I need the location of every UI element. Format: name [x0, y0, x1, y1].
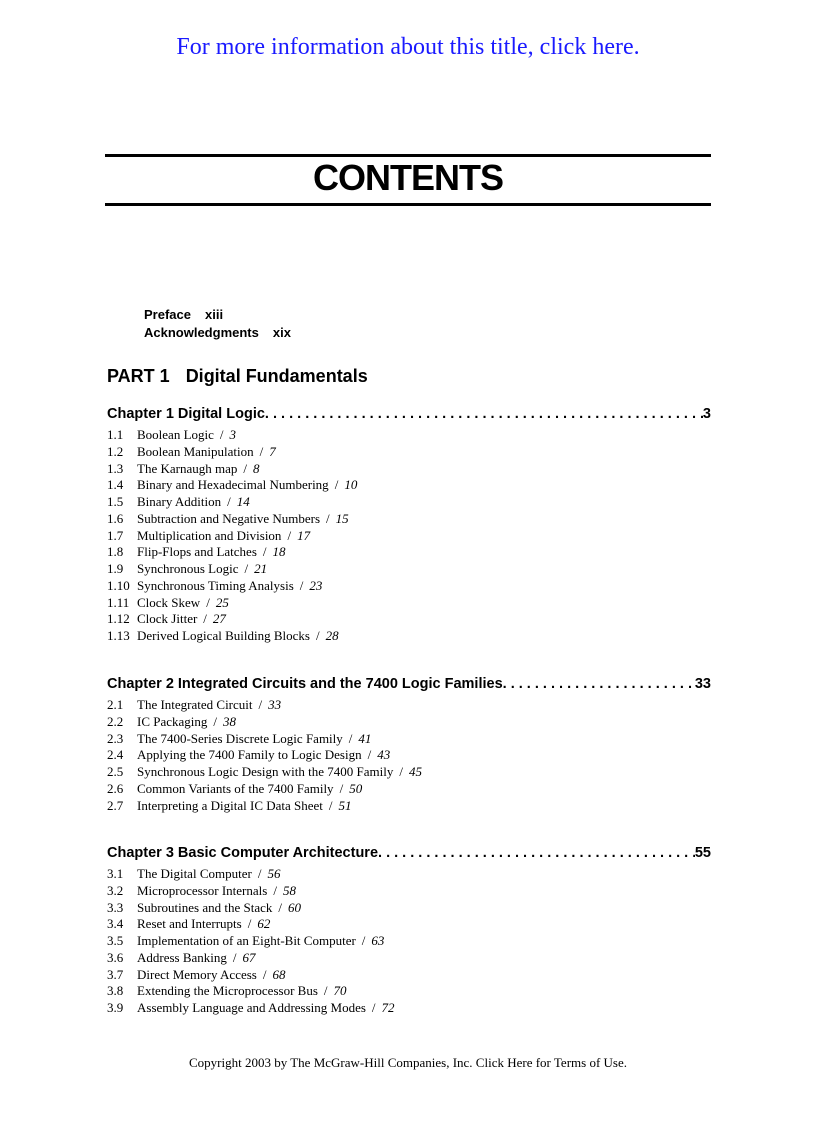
section-number: 2.2: [107, 713, 124, 729]
front-matter-page: xix: [272, 325, 291, 340]
section-title: Interpreting a Digital IC Data Sheet: [137, 797, 323, 813]
section-page: 41: [358, 730, 372, 746]
separator: /: [326, 510, 330, 526]
separator: /: [371, 1000, 376, 1015]
section-page: 8: [252, 460, 260, 476]
section-number: 2.1: [107, 697, 124, 712]
section-entry[interactable]: [107, 714, 422, 731]
section-page: 33: [268, 697, 282, 712]
section-number: 2.6: [107, 780, 124, 796]
section-entry[interactable]: [107, 883, 395, 900]
section-number: 1.8: [107, 544, 124, 560]
section-title: Clock Skew: [137, 594, 201, 610]
section-title: Address Banking: [137, 949, 227, 965]
section-title: Extending the Microprocessor Bus: [137, 983, 318, 999]
separator: /: [219, 427, 224, 442]
section-entry[interactable]: [107, 731, 422, 748]
section-entry[interactable]: [107, 561, 357, 578]
section-entry[interactable]: [107, 578, 357, 595]
section-entry[interactable]: [107, 528, 357, 545]
separator: /: [257, 866, 262, 881]
chapter-heading[interactable]: [107, 676, 711, 692]
section-page: 51: [338, 797, 352, 813]
section-page: 14: [236, 494, 250, 509]
separator: /: [339, 780, 344, 796]
section-entry[interactable]: [107, 697, 422, 714]
section-number: 1.4: [107, 477, 124, 493]
section-title: Direct Memory Access: [137, 966, 257, 982]
separator: /: [206, 594, 210, 610]
section-page: 18: [272, 544, 286, 560]
section-number: 1.6: [107, 510, 124, 526]
section-title: Boolean Logic: [137, 427, 214, 442]
section-number: 1.10: [107, 577, 130, 593]
separator: /: [361, 933, 366, 948]
section-title: Implementation of an Eight-Bit Computer: [137, 933, 356, 948]
section-number: 3.5: [107, 933, 124, 948]
dot-leader: [378, 845, 695, 861]
section-number: 2.4: [107, 747, 124, 763]
section-number: 3.2: [107, 882, 124, 898]
separator: /: [328, 797, 333, 813]
separator: /: [262, 966, 267, 982]
section-number: 3.1: [107, 866, 124, 881]
section-number: 3.4: [107, 916, 124, 932]
section-number: 3.9: [107, 1000, 124, 1015]
section-page: 50: [349, 780, 363, 796]
section-number: 1.2: [107, 443, 124, 459]
separator: /: [258, 697, 263, 712]
separator: /: [315, 628, 320, 643]
front-matter-page: xiii: [204, 307, 224, 322]
section-title: Synchronous Logic Design with the 7400 Family: [137, 764, 394, 779]
section-title: Reset and Interrupts: [137, 916, 242, 932]
section-page: 25: [215, 594, 229, 610]
dot-leader: [265, 406, 703, 422]
section-page: 62: [257, 916, 271, 932]
section-title: Multiplication and Division: [137, 527, 282, 543]
part-label: PART 1: [107, 366, 170, 386]
section-number: 1.7: [107, 527, 124, 543]
chapter-page: 3: [702, 406, 711, 422]
section-page: 3: [229, 427, 237, 442]
section-title: Subtraction and Negative Numbers: [137, 510, 321, 526]
section-page: 7: [269, 443, 276, 459]
section-number: 3.7: [107, 966, 124, 982]
section-title: Binary and Hexadecimal Numbering: [137, 477, 329, 493]
section-page: 28: [325, 628, 339, 643]
section-title: Subroutines and the Stack: [137, 899, 273, 915]
separator: /: [348, 730, 353, 746]
section-entry[interactable]: [107, 866, 395, 883]
section-page: 23: [309, 577, 323, 593]
section-page: 45: [409, 764, 422, 779]
section-page: 68: [272, 966, 286, 982]
page-title: CONTENTS: [313, 157, 503, 198]
separator: /: [213, 713, 218, 729]
section-title: The 7400-Series Discrete Logic Family: [137, 730, 343, 746]
section-number: 1.1: [107, 427, 124, 442]
section-entry[interactable]: [107, 427, 357, 444]
section-page: 17: [297, 527, 311, 543]
section-title: Clock Jitter: [137, 611, 198, 627]
section-page: 43: [377, 747, 391, 763]
section-page: 21: [254, 561, 268, 576]
separator: /: [287, 527, 292, 543]
section-list: [107, 697, 422, 814]
section-number: 1.9: [107, 561, 124, 576]
section-page: 58: [282, 882, 296, 898]
separator: /: [243, 460, 247, 476]
section-list: [107, 866, 395, 1017]
section-entry[interactable]: [107, 747, 422, 764]
section-number: 1.5: [107, 494, 124, 509]
section-entry[interactable]: [107, 1000, 395, 1017]
separator: /: [259, 443, 264, 459]
section-entry[interactable]: [107, 900, 395, 917]
section-number: 2.3: [107, 730, 124, 746]
section-entry[interactable]: [107, 764, 422, 781]
separator: /: [273, 882, 277, 898]
section-entry[interactable]: [107, 933, 395, 950]
section-entry[interactable]: [107, 477, 357, 494]
section-entry[interactable]: [107, 967, 395, 984]
section-page: 27: [212, 611, 226, 627]
front-matter-acknowledgments[interactable]: [144, 325, 291, 340]
section-page: 56: [267, 866, 281, 881]
front-matter-preface[interactable]: [144, 307, 223, 322]
section-page: 72: [381, 1000, 395, 1015]
section-number: 1.11: [107, 594, 130, 610]
section-entry[interactable]: [107, 916, 395, 933]
section-page: 38: [223, 713, 237, 729]
separator: /: [278, 899, 283, 915]
bottom-rule: [105, 203, 711, 206]
section-entry[interactable]: [107, 611, 357, 628]
section-page: 60: [288, 899, 302, 915]
dot-leader: [503, 676, 695, 692]
front-matter-label: Acknowledgments: [144, 325, 259, 340]
separator: /: [262, 544, 267, 560]
section-number: 2.7: [107, 797, 124, 813]
section-entry[interactable]: [107, 983, 395, 1000]
chapter-heading[interactable]: [107, 406, 711, 422]
section-entry[interactable]: [107, 444, 357, 461]
separator: /: [399, 764, 403, 779]
section-number: 3.8: [107, 983, 124, 999]
section-title: Boolean Manipulation: [137, 443, 254, 459]
chapter-page: 55: [694, 845, 711, 861]
section-title: The Integrated Circuit: [137, 697, 253, 712]
copyright-notice[interactable]: Copyright 2003 by The McGraw-Hill Companies, Inc. Click Here for Terms of Use.: [189, 1055, 627, 1070]
section-title: Microprocessor Internals: [137, 882, 268, 898]
section-page: 10: [344, 477, 358, 493]
section-title: Binary Addition: [137, 494, 222, 509]
chapter-title: Chapter 3 Basic Computer Architecture: [107, 845, 379, 861]
section-entry[interactable]: [107, 781, 422, 798]
section-title: The Karnaugh map: [137, 460, 238, 476]
section-entry[interactable]: [107, 494, 357, 511]
section-number: 2.5: [107, 764, 124, 779]
separator: /: [367, 747, 372, 763]
section-number: 3.3: [107, 899, 124, 915]
separator: /: [232, 949, 237, 965]
section-number: 1.12: [107, 611, 130, 627]
part-title: Digital Fundamentals: [185, 366, 368, 386]
more-information-link[interactable]: For more information about this title, click here.: [176, 34, 640, 60]
section-title: Flip-Flops and Latches: [137, 544, 257, 560]
section-entry[interactable]: [107, 950, 395, 967]
separator: /: [299, 577, 304, 593]
section-title: Applying the 7400 Family to Logic Design: [137, 747, 362, 763]
section-entry[interactable]: [107, 511, 357, 528]
section-number: 3.6: [107, 949, 124, 965]
section-number: 1.13: [107, 628, 130, 643]
section-entry[interactable]: [107, 628, 357, 645]
section-page: 70: [333, 983, 347, 999]
front-matter-label: Preface: [144, 307, 191, 322]
chapter-title: Chapter 1 Digital Logic: [107, 406, 265, 422]
section-title: The Digital Computer: [137, 866, 252, 881]
section-entry[interactable]: [107, 461, 357, 478]
section-entry[interactable]: [107, 595, 357, 612]
part-heading: [107, 366, 368, 387]
section-page: 67: [242, 949, 256, 965]
section-title: IC Packaging: [137, 713, 208, 729]
section-list: [107, 427, 357, 645]
section-title: Synchronous Logic: [137, 561, 239, 576]
separator: /: [247, 916, 252, 932]
section-title: Assembly Language and Addressing Modes: [137, 1000, 366, 1015]
section-page: 63: [371, 933, 385, 948]
chapter-page: 33: [694, 676, 711, 692]
chapter-heading[interactable]: [107, 845, 711, 861]
chapter-title: Chapter 2 Integrated Circuits and the 7400 Logic Families: [107, 676, 503, 692]
section-entry[interactable]: [107, 544, 357, 561]
section-entry[interactable]: [107, 798, 422, 815]
section-number: 1.3: [107, 460, 124, 476]
section-title: Derived Logical Building Blocks: [137, 628, 310, 643]
separator: /: [227, 494, 231, 509]
separator: /: [323, 983, 328, 999]
section-title: Synchronous Timing Analysis: [137, 577, 294, 593]
separator: /: [203, 611, 207, 627]
separator: /: [334, 477, 339, 493]
separator: /: [244, 561, 249, 576]
section-title: Common Variants of the 7400 Family: [137, 780, 334, 796]
section-page: 15: [335, 510, 349, 526]
